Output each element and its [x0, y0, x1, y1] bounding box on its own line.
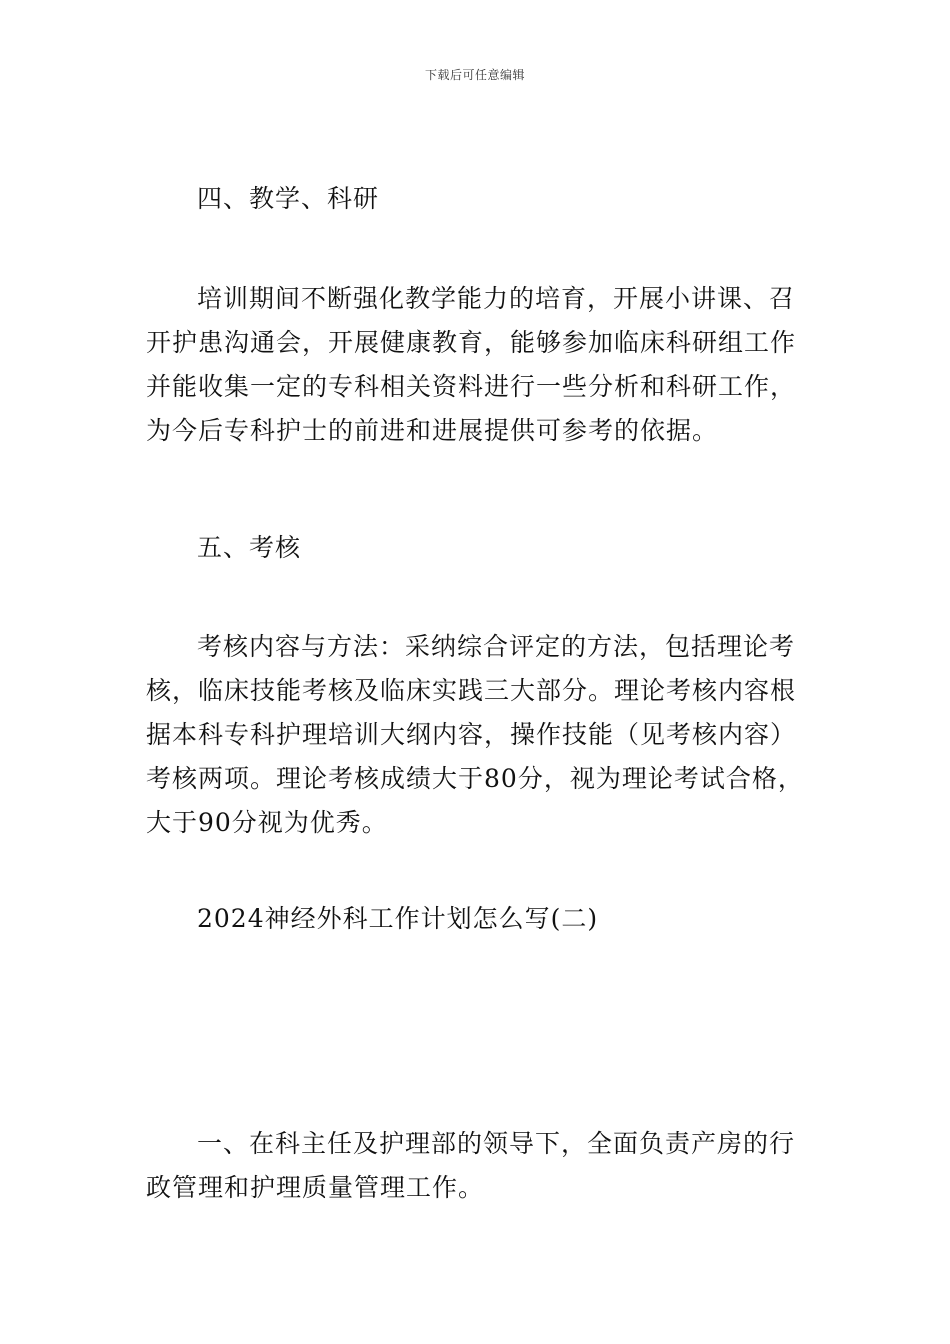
section-5-body: 考核内容与方法：采纳综合评定的方法，包括理论考核，临床技能考核及临床实践三大部分。理论考核内容根据本科专科护理培训大纲内容，操作技能（见考核内容）考核两项。理论考核成绩大于80分，视为理论考试合格，大于90分视为优秀。 [146, 632, 804, 837]
section-4-body: 培训期间不断强化教学能力的培育，开展小讲课、召开护患沟通会，开展健康教育，能够参加临床科研组工作并能收集一定的专科相关资料进行一些分析和科研工作，为今后专科护士的前进和进展提供可参考的依据。 [146, 284, 797, 445]
header-note: 下载后可任意编辑 [424, 68, 525, 82]
section-5-title: 五、考核 [197, 533, 302, 562]
section-4-title: 四、教学、科研 [197, 184, 380, 213]
document-2-title: 2024神经外科工作计划怎么写(二) [197, 904, 599, 933]
document-2-item-1: 一、在科主任及护理部的领导下，全面负责产房的行政管理和护理质量管理工作。 [146, 1129, 796, 1202]
